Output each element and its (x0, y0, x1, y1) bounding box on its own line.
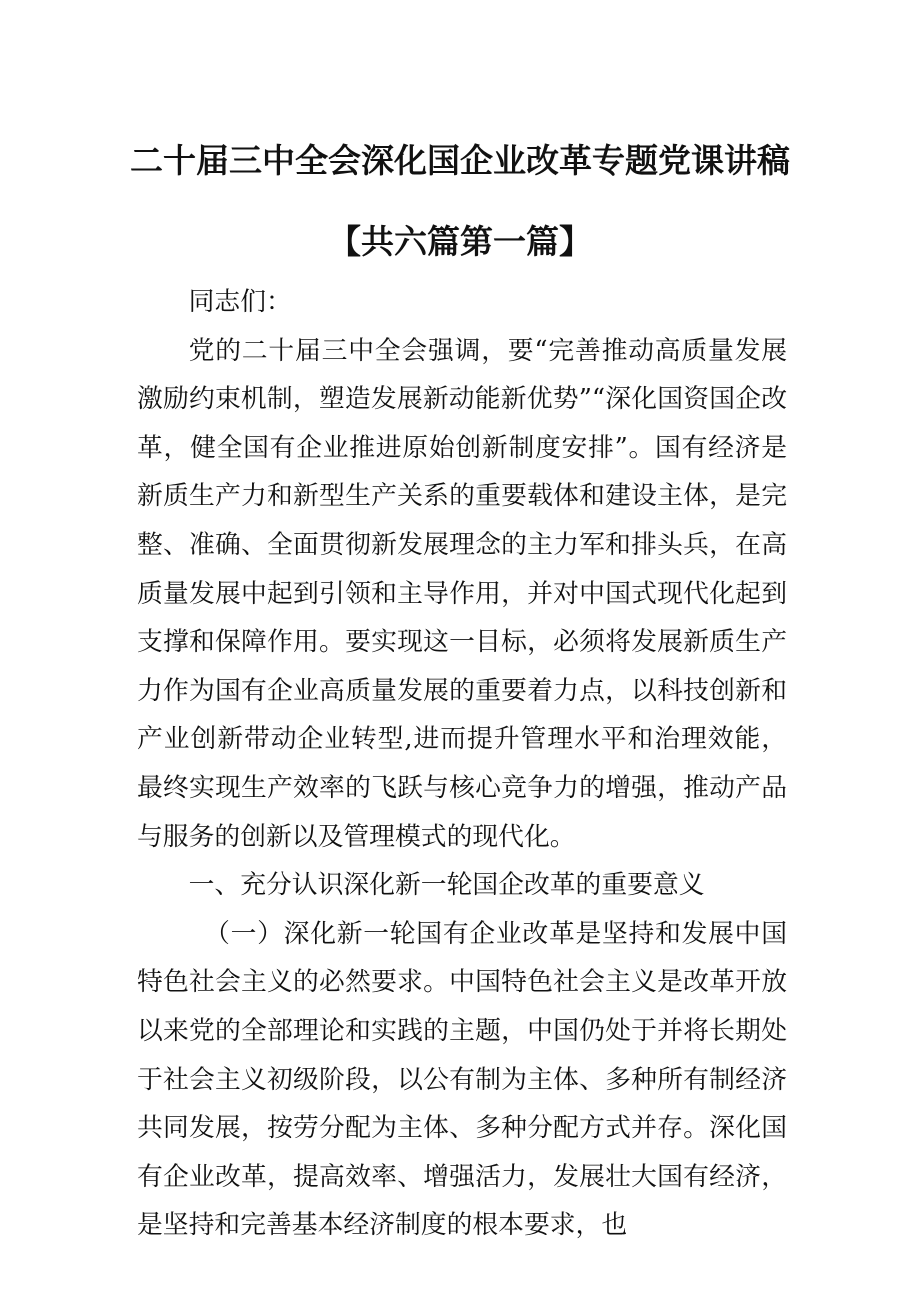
document-subtitle: 【共六篇第一篇】 (328, 222, 592, 261)
document-body (137, 278, 787, 1250)
section-heading: 一、充分认识深化新一轮国企改革的重要意义 (188, 870, 705, 901)
salutation: 同志们： (188, 287, 292, 317)
subsection-paragraph: （一）深化新一轮国有企业改革是坚持和发展中国特色社会主义的必然要求。中国特色社会主义是改革开放以来党的全部理论和实践的主题，中国仍处于并将长期处于社会主义初级阶段，以公有制为主体、多种所有制经济共同发展，按劳分配为主体、多种分配方式并存。深化国有企业改革，提高效率、增强活力，发展壮大国有经济，是坚持和完善基本经济制度的根本要求，也 (137, 918, 787, 1241)
body-paragraph: 党的二十届三中全会强调，要“完善推动高质量发展激励约束机制，塑造发展新动能新优势”“深化国资国企改革，健全国有企业推进原始创新制度安排”。国有经济是新质生产力和新型生产关系的重要载体和建设主体，是完整、准确、全面贯彻新发展理念的主力军和排头兵，在高质量发展中起到引领和主导作用，并对中国式现代化起到支撑和保障作用。要实现这一目标，必须将发展新质生产力作为国有企业高质量发展的重要着力点，以科技创新和产业创新带动企业转型,进而提升管理水平和治理效能，最终实现生产效率的飞跃与核心竞争力的增强，推动产品与服务的创新以及管理模式的现代化。 (137, 335, 787, 852)
document-title: 二十届三中全会深化国企业改革专题党课讲稿 (130, 141, 790, 180)
